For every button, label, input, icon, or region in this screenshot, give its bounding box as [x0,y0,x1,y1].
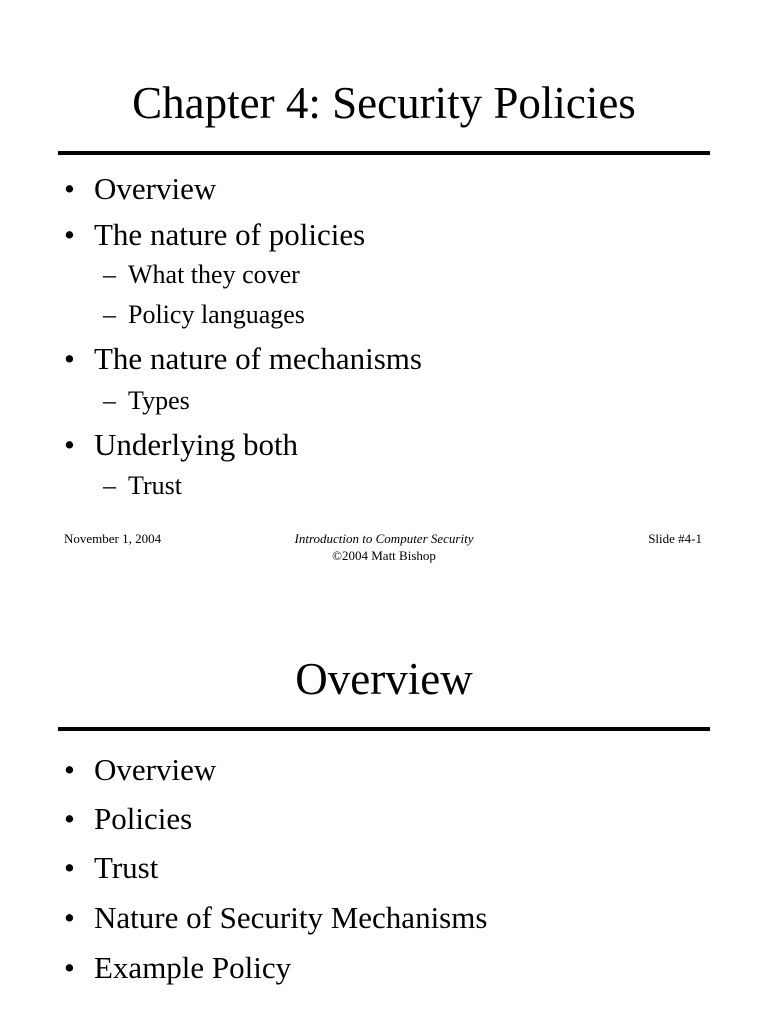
bullet-marker: • [64,801,75,836]
footer-course-title: Introduction to Computer Security [294,531,474,546]
footer-slide-number: Slide #4-1 [648,531,702,546]
slide-title: Chapter 4: Security Policies [132,78,636,128]
slide-title: Overview [295,654,473,704]
sub-bullet-text: Policy languages [128,300,305,329]
dash-marker: – [103,386,116,415]
footer-date: November 1, 2004 [64,531,162,546]
bullet-text: The nature of policies [94,217,366,252]
dash-marker: – [103,471,116,500]
bullet-text: Nature of Security Mechanisms [94,900,488,935]
bullet-marker: • [64,217,75,252]
bullet-marker: • [64,427,75,462]
title-divider [58,727,710,731]
sub-bullet-text: Types [128,386,190,415]
footer-copyright: ©2004 Matt Bishop [332,548,436,563]
bullet-text: Overview [94,752,217,787]
bullet-marker: • [64,171,75,206]
bullet-marker: • [64,341,75,376]
slide-footer [0,531,768,571]
bullet-text: Trust [94,850,159,885]
bullet-marker: • [64,850,75,885]
bullet-text: Policies [94,801,193,836]
sub-bullet-text: What they cover [128,260,300,289]
sub-bullet-text: Trust [128,471,182,500]
bullet-text: Example Policy [94,950,292,985]
dash-marker: – [103,260,116,289]
bullet-text: Underlying both [94,427,299,462]
bullet-text: The nature of mechanisms [94,341,422,376]
bullet-text: Overview [94,171,217,206]
title-divider [58,151,710,155]
bullet-marker: • [64,900,75,935]
slide-2 [0,600,768,1024]
dash-marker: – [103,300,116,329]
bullet-marker: • [64,950,75,985]
bullet-marker: • [64,752,75,787]
